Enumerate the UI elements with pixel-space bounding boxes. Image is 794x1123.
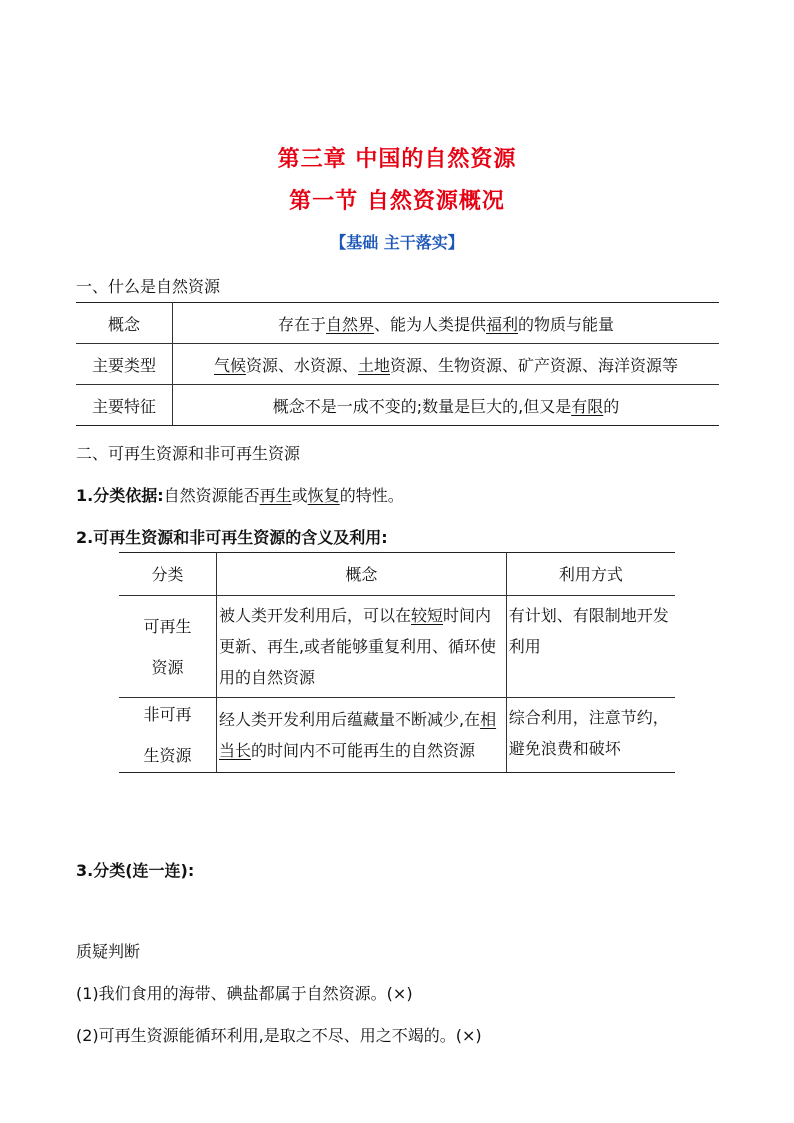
row-value: 气候资源、水资源、土地资源、生物资源、矿产资源、海洋资源等 xyxy=(173,344,720,385)
table-header-row xyxy=(119,553,675,596)
concept-cell: 被人类开发利用后，可以在较短时间内更新、再生,或者能够重复利用、循环使用的自然资源 xyxy=(216,596,506,698)
section-1-heading: 一、什么是自然资源 xyxy=(76,277,221,296)
header-cell: 利用方式 xyxy=(506,553,675,596)
renewable-resources-table xyxy=(119,552,675,773)
classification-matching-heading: 3.分类(连一连): xyxy=(76,861,195,880)
table-row xyxy=(76,303,719,344)
table-row xyxy=(119,698,675,773)
meaning-and-use-heading: 2.可再生资源和非可再生资源的含义及利用: xyxy=(76,528,388,547)
table-row xyxy=(119,596,675,698)
section-title: 第一节 自然资源概况 xyxy=(289,189,505,214)
quiz-item: (2)可再生资源能循环利用,是取之不尽、用之不竭的。(×) xyxy=(76,1026,482,1045)
concept-cell: 经人类开发利用后蕴藏量不断减少,在相当长的时间内不可能再生的自然资源 xyxy=(216,698,506,773)
category-cell: 可再生 资源 xyxy=(119,596,216,698)
table-row xyxy=(76,385,719,426)
section-2-heading: 二、可再生资源和非可再生资源 xyxy=(76,444,301,463)
header-cell: 概念 xyxy=(216,553,506,596)
usage-cell: 综合利用，注意节约，避免浪费和破坏 xyxy=(506,698,675,773)
quiz-item: (1)我们食用的海带、碘盐都属于自然资源。(×) xyxy=(76,984,413,1003)
classification-basis: 1.分类依据:自然资源能否再生或恢复的特性。 xyxy=(76,486,404,505)
usage-cell: 有计划、有限制地开发利用 xyxy=(506,596,675,698)
table-row xyxy=(76,344,719,385)
section-badge: 【基础 主干落实】 xyxy=(330,233,464,252)
chapter-title: 第三章 中国的自然资源 xyxy=(277,147,517,172)
row-key: 主要类型 xyxy=(76,344,173,385)
natural-resources-table xyxy=(76,302,719,426)
row-value: 存在于自然界、能为人类提供福利的物质与能量 xyxy=(173,303,720,344)
row-key: 主要特征 xyxy=(76,385,173,426)
header-cell: 分类 xyxy=(119,553,216,596)
quiz-heading: 质疑判断 xyxy=(76,942,141,961)
row-key: 概念 xyxy=(76,303,173,344)
category-cell: 非可再 生资源 xyxy=(119,698,216,773)
row-value: 概念不是一成不变的;数量是巨大的,但又是有限的 xyxy=(173,385,720,426)
